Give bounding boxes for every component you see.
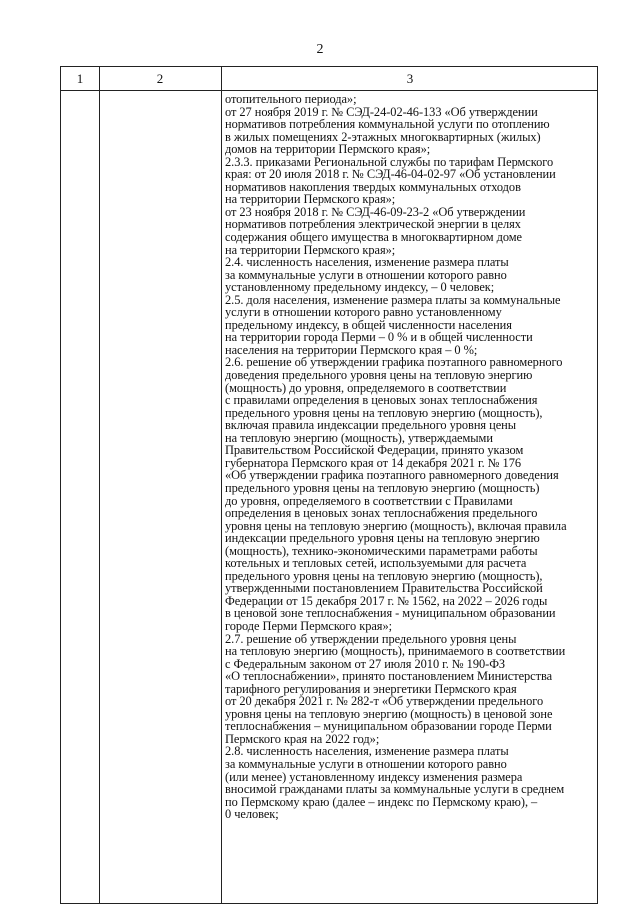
text-line: услуги в отношении которого равно установленному: [225, 305, 502, 320]
text-line: от 20 декабря 2021 г. № 282-т «Об утверждении предельного: [225, 694, 544, 709]
text-line: нормативов потребления коммунальной услуги по отоплению: [225, 117, 550, 132]
text-line: установленному предельному индексу, – 0 человек;: [225, 280, 495, 295]
text-line: 0 человек;: [225, 807, 279, 822]
text-line: доведения предельного уровня цены на тепловую энергию: [225, 368, 533, 383]
text-line: нормативов накопления твердых коммунальных отходов: [225, 179, 521, 194]
text-line: вносимой гражданами платы за коммунальные услуги в среднем: [225, 782, 565, 797]
text-line: домов на территории Пермского края»;: [225, 142, 431, 157]
text-line: (мощность), технико-экономическими параметрами работы: [225, 543, 538, 558]
text-line: до уровня, определяемого в соответствии с Правилами: [225, 493, 513, 508]
text-line: включая правила индексации предельного уровня цены: [225, 418, 517, 433]
text-line: от 27 ноября 2019 г. № СЭД-24-02-46-133 «Об утверждении: [225, 104, 538, 119]
text-line: за коммунальные услуги в отношении которого равно: [225, 756, 507, 771]
text-line: определения в ценовых зонах теплоснабжения предельного: [225, 506, 538, 521]
text-line: утвержденными постановлением Правительства Российской: [225, 581, 543, 596]
text-line: губернатора Пермского края от 14 декабря 2021 г. № 176: [225, 455, 521, 470]
text-line: индексации предельного уровня цены на тепловую энергию: [225, 531, 540, 546]
text-line: (мощность) до уровня, определяемого в соответствии: [225, 380, 507, 395]
column-header-2: 2: [156, 71, 164, 86]
text-line: 2.3.3. приказами Региональной службы по тарифам Пермского: [225, 154, 554, 169]
text-line: предельного уровня цены на тепловую энергию (мощность): [225, 480, 540, 495]
text-line: городе Перми Пермского края»;: [225, 618, 392, 633]
text-line: тарифного регулирования и энергетики Пермского края: [225, 681, 517, 696]
text-line: от 23 ноября 2018 г. № СЭД-46-09-23-2 «Об утверждении: [225, 204, 526, 219]
text-line: котельных и тепловых сетей, используемыми для расчета: [225, 556, 527, 571]
text-line: Правительством Российской Федерации, принято указом: [225, 443, 524, 458]
text-line: (или менее) установленному индексу изменения размера: [225, 769, 523, 784]
text-line: 2.7. решение об утверждении предельного уровня цены: [225, 631, 517, 646]
text-line: на территории города Перми – 0 % и в общей численности: [225, 330, 533, 345]
text-line: Пермского края на 2022 год»;: [225, 731, 380, 746]
text-line: в жилых помещениях 2-этажных многоквартирных (жилых): [225, 129, 541, 144]
text-line: в ценовой зоне теплоснабжения - муниципальном образовании: [225, 606, 556, 621]
text-line: 2.8. численность населения, изменение размера платы: [225, 744, 509, 759]
text-line: на территории Пермского края»;: [225, 192, 396, 207]
header-divider: [61, 90, 597, 91]
text-line: «О теплоснабжении», принято постановлением Министерства: [225, 669, 553, 684]
text-line: Федерации от 15 декабря 2017 г. № 1562, на 2022 – 2026 годы: [225, 593, 548, 608]
text-line: содержания общего имущества в многоквартирном доме: [225, 230, 522, 245]
text-line: предельного уровня цены на тепловую энергию (мощность),: [225, 405, 543, 420]
table-cell-text: [225, 93, 597, 821]
page-number: 2: [316, 42, 324, 57]
document-table: [60, 66, 598, 904]
column-divider-1: [99, 67, 100, 903]
text-line: 2.5. доля населения, изменение размера платы за коммунальные: [225, 292, 561, 307]
text-line: на тепловую энергию (мощность), принимаемого в соответствии: [225, 644, 566, 659]
text-line: по Пермскому краю (далее – индекс по Пермскому краю), –: [225, 794, 538, 809]
text-line: населения на территории Пермского края – 0 %;: [225, 342, 478, 357]
text-line: уровня цены на тепловую энергию (мощность) в ценовой зоне: [225, 706, 553, 721]
text-line: отопительного периода»;: [225, 92, 357, 106]
text-line: 2.4. численность населения, изменение размера платы: [225, 255, 509, 270]
text-line: нормативов потребления электрической энергии в целях: [225, 217, 521, 232]
text-line: «Об утверждении графика поэтапного равномерного доведения: [225, 468, 559, 483]
text-line: на тепловую энергию (мощность), утверждаемыми: [225, 430, 493, 445]
text-line: с Федеральным законом от 27 июля 2010 г. № 190-ФЗ: [225, 656, 506, 671]
text-line: теплоснабжения – муниципальном образовании городе Перми: [225, 719, 552, 734]
column-header-1: 1: [76, 71, 84, 86]
text-line: на территории Пермского края»;: [225, 242, 396, 257]
text-line: края: от 20 июля 2018 г. № СЭД-46-04-02-97 «Об установлении: [225, 167, 556, 182]
column-header-3: 3: [406, 71, 414, 86]
text-line: уровня цены на тепловую энергию (мощность), включая правила: [225, 518, 567, 533]
text-line: предельного уровня цены на тепловую энергию (мощность),: [225, 568, 543, 583]
text-line: 2.6. решение об утверждении графика поэтапного равномерного: [225, 355, 563, 370]
text-line: предельному индексу, в общей численности населения: [225, 317, 512, 332]
text-line: с правилами определения в ценовых зонах теплоснабжения: [225, 393, 538, 408]
column-divider-2: [221, 67, 222, 903]
text-line: за коммунальные услуги в отношении которого равно: [225, 267, 507, 282]
